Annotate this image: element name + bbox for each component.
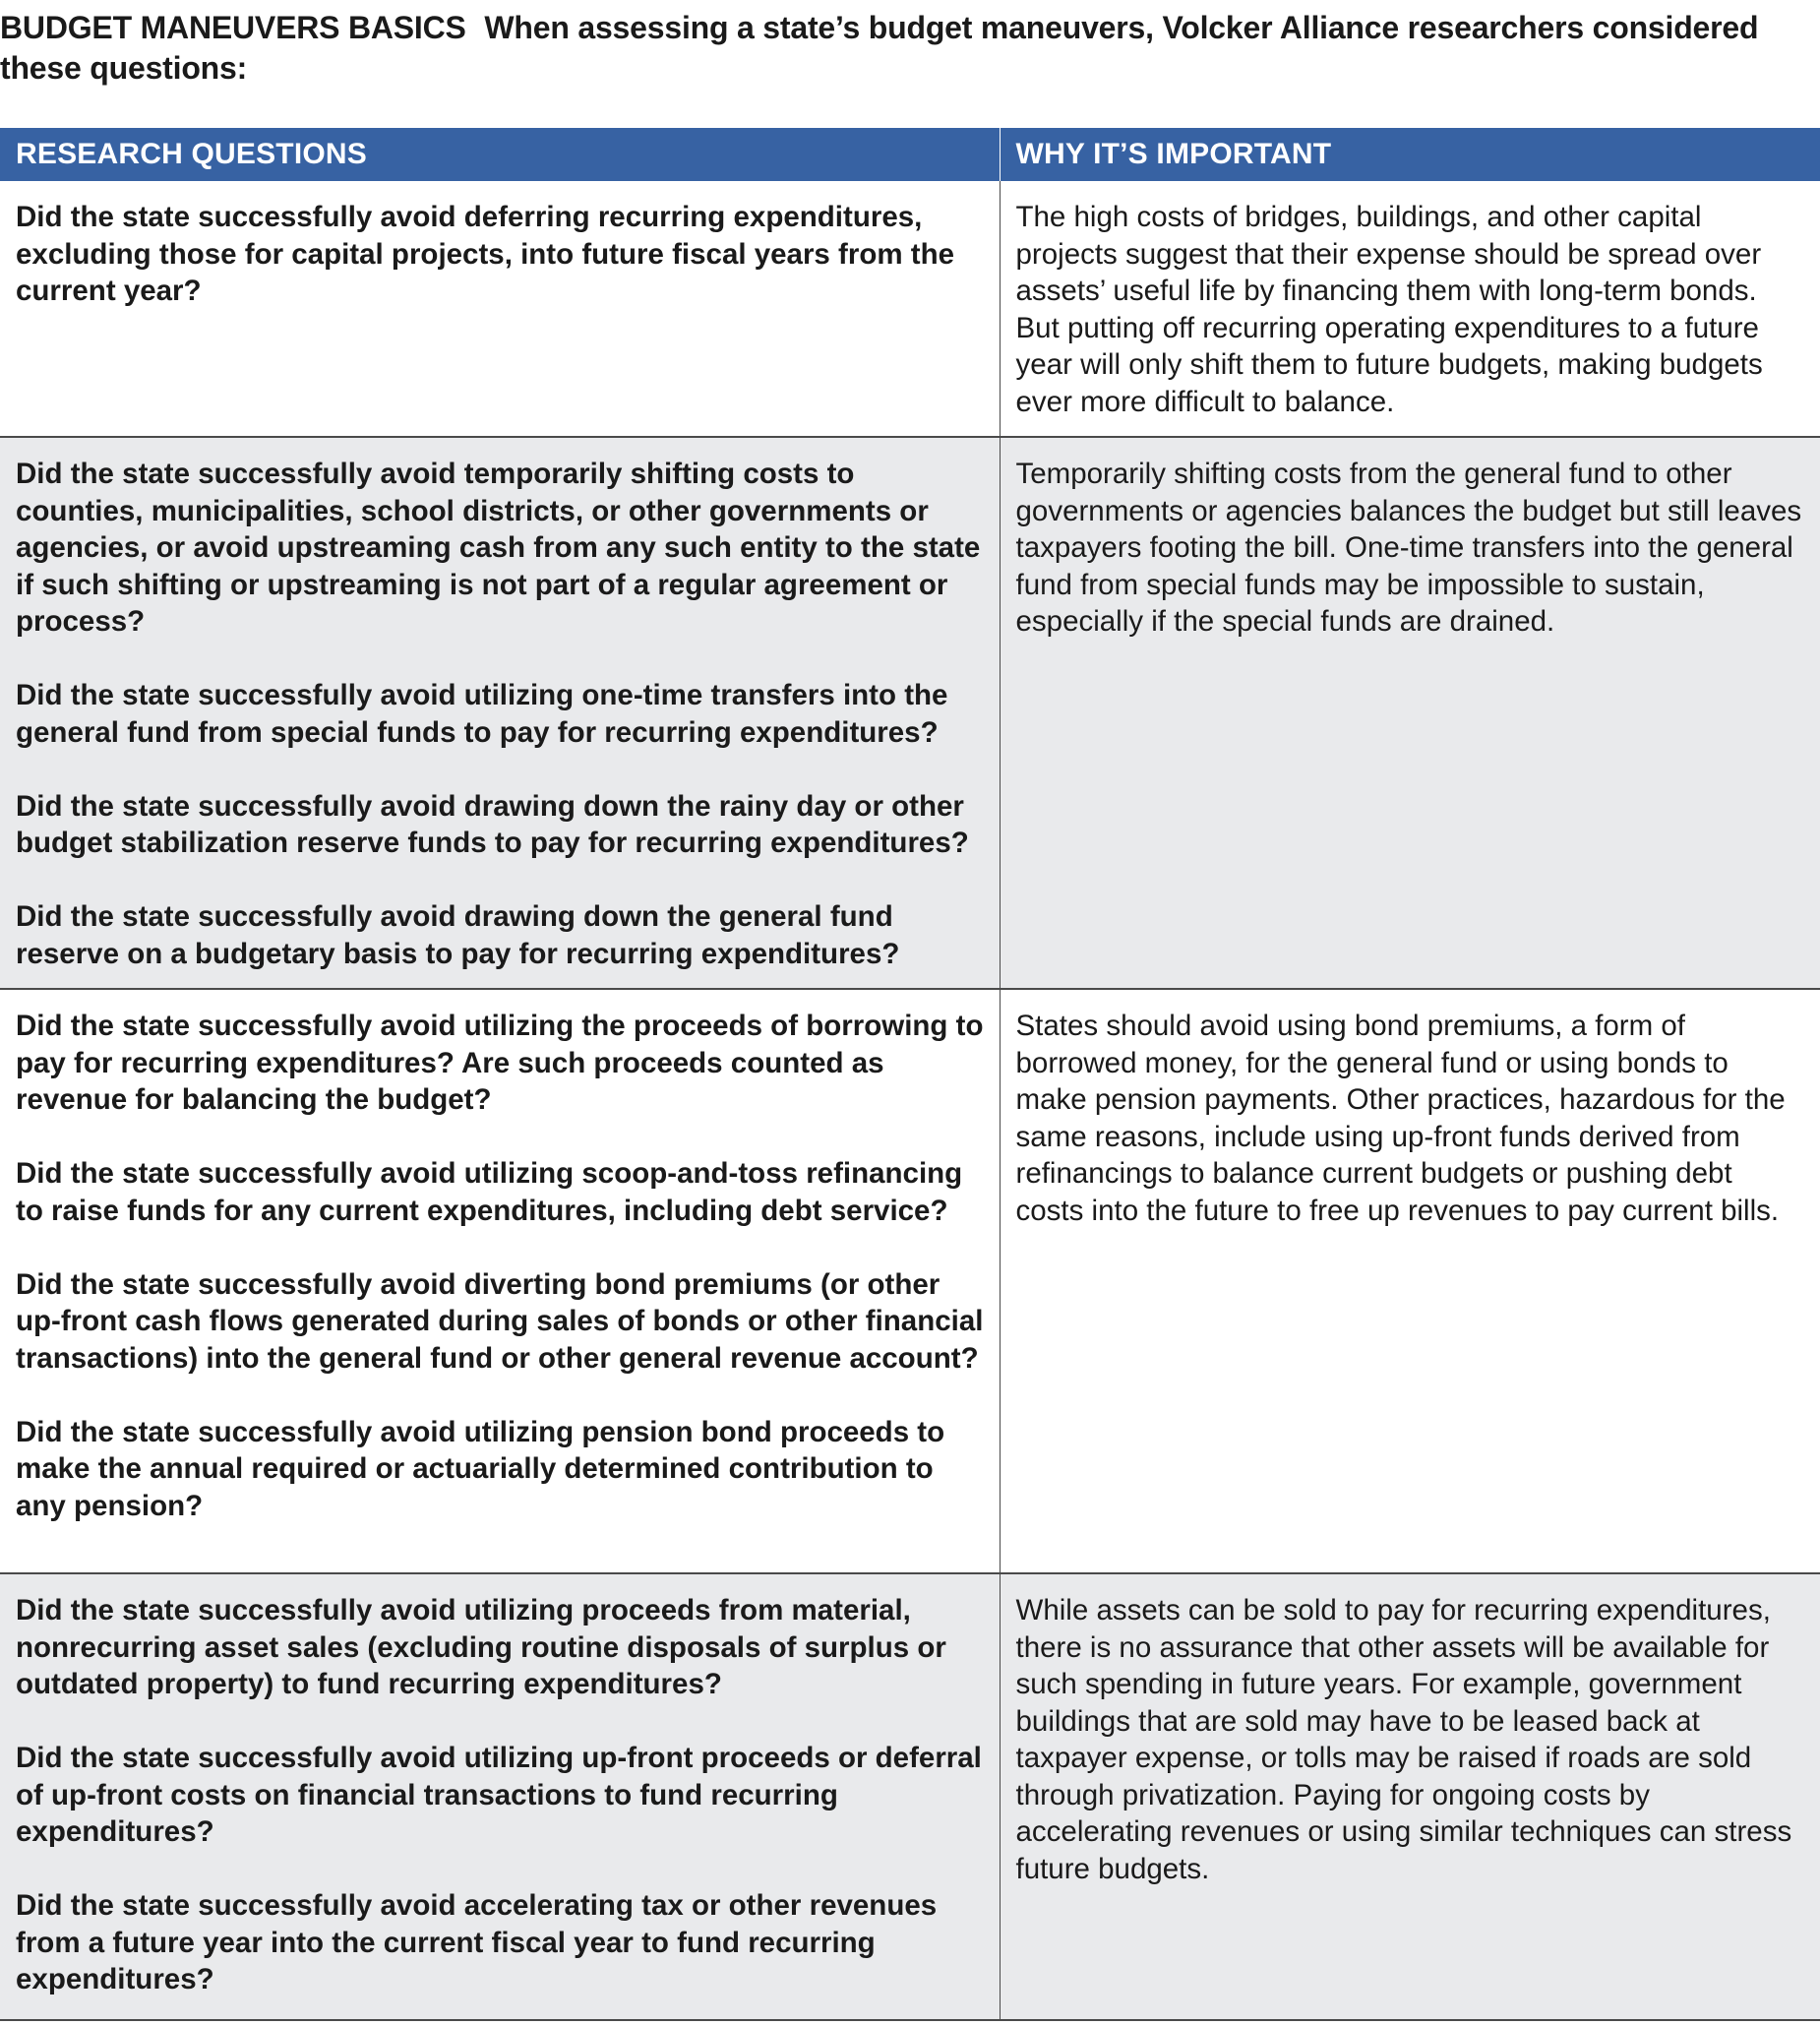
research-question: Did the state successfully avoid diverting bond premiums (or other up-front cash flows generated during sales of bonds or other financial transactions) into the general fund or other general revenue account? — [16, 1267, 984, 1375]
headline-kicker: BUDGET MANEUVERS BASICS — [0, 10, 466, 45]
research-question: Did the state successfully avoid temporarily shifting costs to counties, municipalities, school districts, or other governments or agencies, or avoid upstreaming cash from any such entity to the state if such shifting or upstreaming is not part of a regular agreement or process? — [16, 458, 981, 638]
research-question: Did the state successfully avoid utilizing scoop-and-toss refinancing to raise funds for any current expenditures, including debt service? — [16, 1157, 963, 1227]
research-question: Did the state successfully avoid drawing down the rainy day or other budget stabilization reserve funds to pay for recurring expenditures? — [16, 789, 969, 859]
why-important-cell: While assets can be sold to pay for recurring expenditures, there is no assurance that other assets will be available for such spending in future years. For example, government buildings that are sold may have to be leased back at taxpayer expense, or tolls may be raised if roads are sold through privatization. Paying for ongoing costs by accelerating revenues or using similar techniques can stress future budgets. — [1000, 1573, 1820, 2020]
research-question: Did the state successfully avoid deferring recurring expenditures, excluding those for capital projects, into future fiscal years from the current year? — [16, 201, 955, 307]
table-row — [0, 437, 1820, 989]
table-row — [0, 181, 1820, 437]
research-question: Did the state successfully avoid utilizing pension bond proceeds to make the annual required or actuarially determined contribution to any pension? — [16, 1415, 945, 1522]
research-question: Did the state successfully avoid drawing down the general fund reserve on a budgetary basis to pay for recurring expenditures? — [16, 900, 900, 970]
table-row — [0, 989, 1820, 1573]
table-row — [0, 1573, 1820, 2020]
research-questions-cell — [0, 989, 1000, 1573]
why-important-cell: States should avoid using bond premiums, a form of borrowed money, for the general fund or using bonds to make pension payments. Other practices, hazardous for the same reasons, include using up-front funds derived from refinancings to balance current budgets or pushing debt costs into the future to free up revenues to pay current bills. — [1000, 989, 1820, 1573]
research-question: Did the state successfully avoid utilizing the proceeds of borrowing to pay for recurring expenditures? Are such proceeds counted as revenue for balancing the budget? — [16, 1010, 984, 1116]
why-important-cell: Temporarily shifting costs from the general fund to other governments or agencies balances the budget but still leaves taxpayers footing the bill. One-time transfers into the general fund from special funds may be impossible to sustain, especially if the special funds are drained. — [1000, 437, 1820, 989]
column-header-research-questions: RESEARCH QUESTIONS — [0, 128, 1000, 181]
table-header-row — [0, 128, 1820, 181]
why-important-cell: The high costs of bridges, buildings, and other capital projects suggest that their expense should be spread over assets’ useful life by financing them with long-term bonds. But putting off recurring operating expenditures to a future year will only shift them to future budgets, making budgets ever more difficult to balance. — [1000, 181, 1820, 437]
research-question: Did the state successfully avoid utilizing proceeds from material, nonrecurring asset sales (excluding routine disposals of surplus or outdated property) to fund recurring expenditures? — [16, 1594, 946, 1700]
research-question: Did the state successfully avoid accelerating tax or other revenues from a future year into the current fiscal year to fund recurring expenditures? — [16, 1889, 938, 1995]
research-questions-cell — [0, 437, 1000, 989]
headline-intro: When assessing a state’s budget maneuvers, Volcker Alliance researchers considered these questions: — [0, 10, 1759, 86]
research-questions-cell — [0, 1573, 1000, 2020]
research-questions-cell — [0, 181, 1000, 437]
headline — [0, 8, 1800, 89]
budget-maneuvers-table — [0, 128, 1820, 2021]
research-question: Did the state successfully avoid utilizing one-time transfers into the general fund from special funds to pay for recurring expenditures? — [16, 679, 948, 749]
research-question: Did the state successfully avoid utilizing up-front proceeds or deferral of up-front costs on financial transactions to fund recurring expenditures? — [16, 1742, 982, 1848]
column-header-why-important: WHY IT’S IMPORTANT — [1000, 128, 1820, 181]
